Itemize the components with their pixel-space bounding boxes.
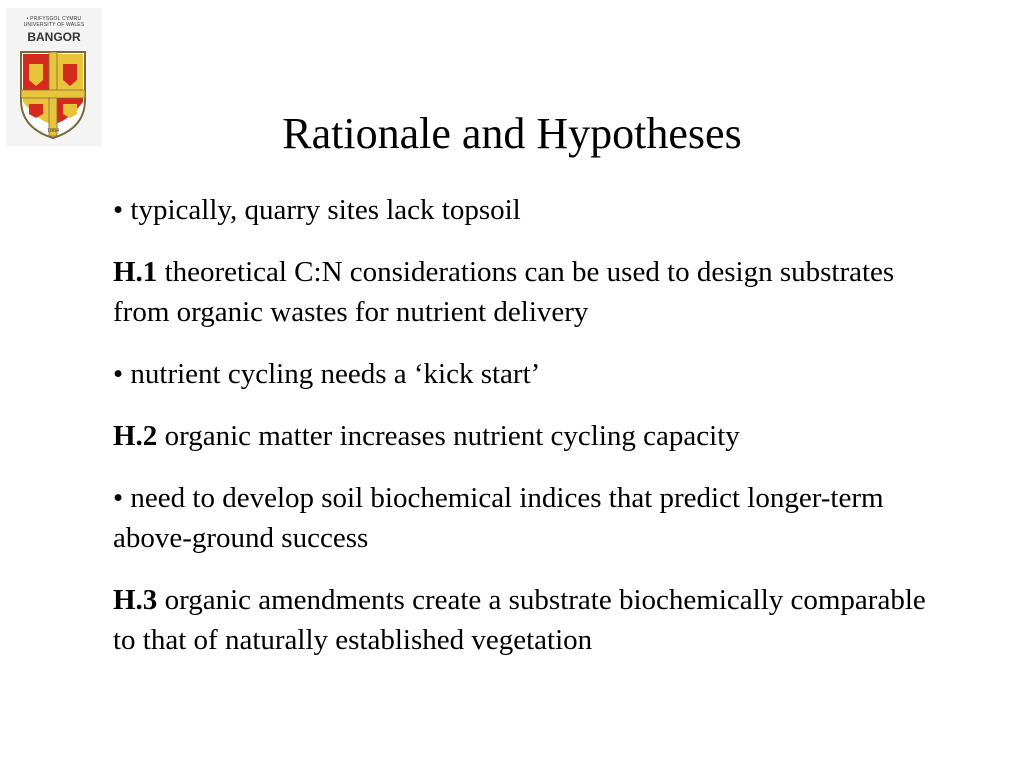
logo-line-2: UNIVERSITY OF WALES [23, 22, 85, 28]
hypothesis-item [113, 252, 933, 332]
hypothesis-text: organic matter increases nutrient cycling capacity [157, 420, 740, 452]
logo-line-1: • PRIFYSGOL CYMRU [26, 16, 82, 22]
hypothesis-text: theoretical C:N considerations can be used to design substrates from organic wastes for nutrient delivery [113, 256, 895, 328]
hypothesis-label: H.2 [113, 420, 158, 452]
bullet-item [113, 478, 933, 558]
hypothesis-item [113, 580, 933, 660]
bullet-item [113, 354, 933, 394]
logo-top-text [6, 16, 102, 28]
logo-year: 1884 [47, 128, 59, 134]
hypothesis-text: organic amendments create a substrate biochemically comparable to that of naturally established vegetation [113, 584, 926, 656]
slide-content [113, 190, 933, 682]
hypothesis-item [113, 416, 933, 456]
hypothesis-label: H.1 [113, 256, 158, 288]
logo-name: BANGOR [27, 30, 81, 44]
hypothesis-label: H.3 [113, 584, 158, 616]
bullet-text: • typically, quarry sites lack topsoil [113, 194, 521, 226]
bullet-text: • nutrient cycling needs a ‘kick start’ [113, 358, 541, 390]
bullet-item [113, 190, 933, 230]
slide-title: Rationale and Hypotheses [282, 109, 742, 158]
bullet-text: • need to develop soil biochemical indices that predict longer-term above-ground success [113, 482, 884, 554]
